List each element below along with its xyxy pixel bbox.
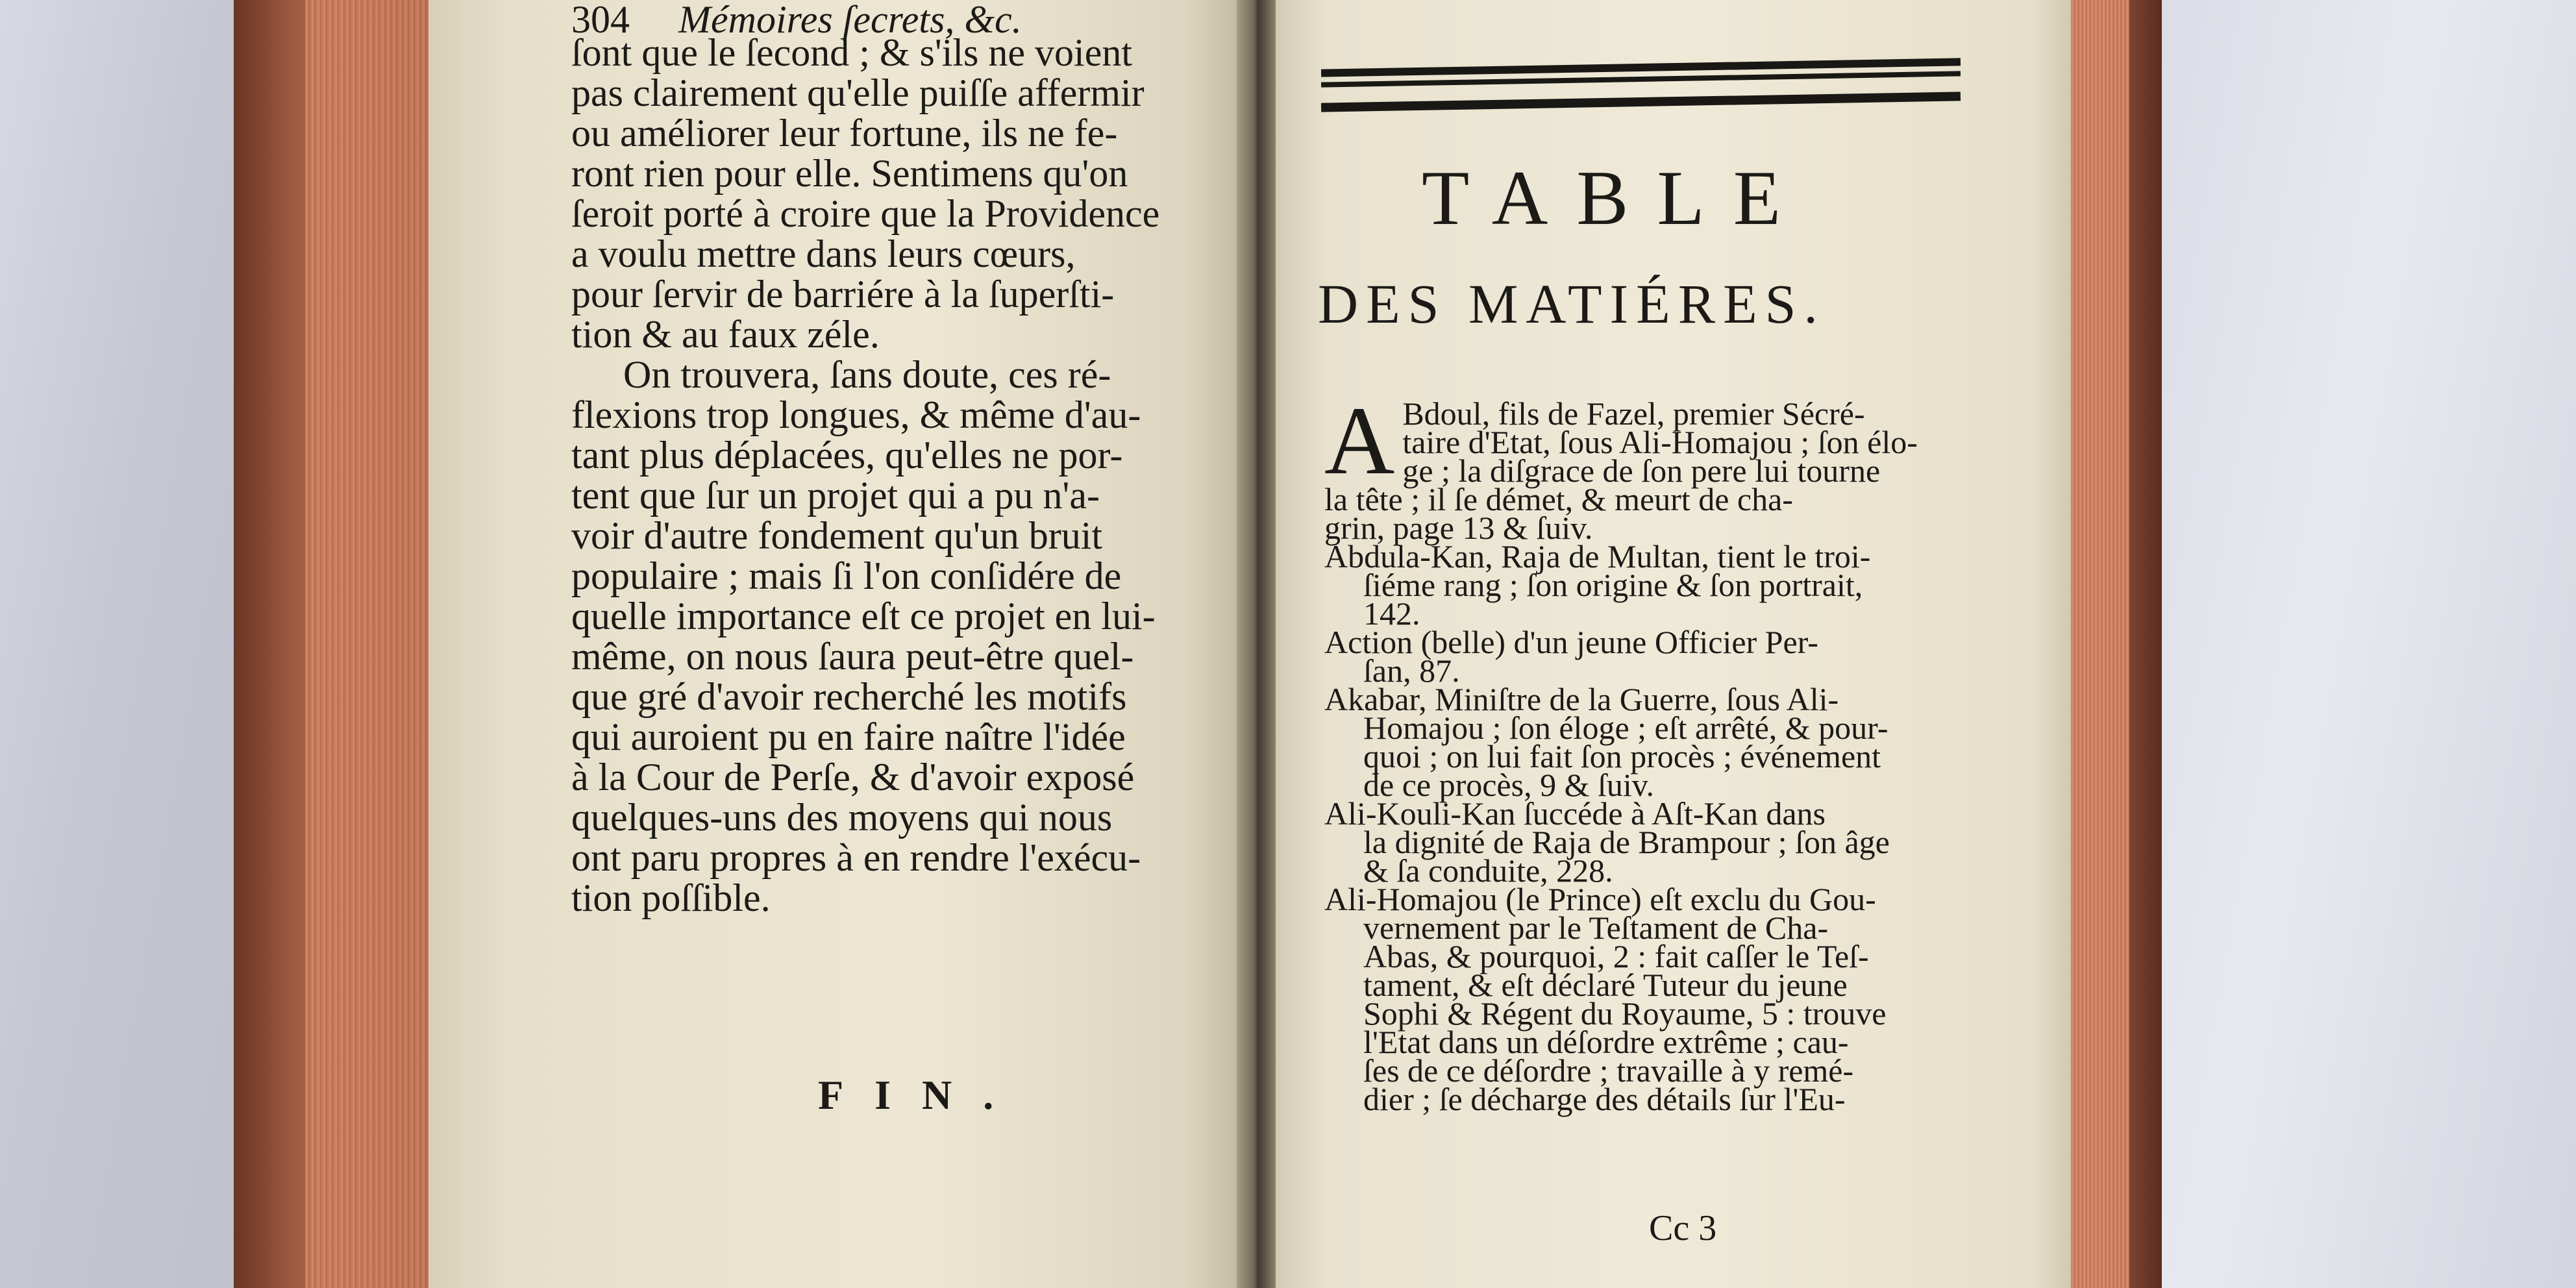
text-line: tant plus déplacées, qu'elles ne por- bbox=[571, 434, 1123, 477]
text-line: à la Cour de Perſe, & d'avoir exposé bbox=[571, 756, 1135, 799]
index-line: Ali-Homajou (le Prince) eſt exclu du Gou- bbox=[1324, 881, 1876, 917]
index-line: Sophi & Régent du Royaume, 5 : trouve bbox=[1363, 995, 1887, 1032]
index-line: grin, page 13 & ſuiv. bbox=[1324, 510, 1593, 546]
text-line: qui auroient pu en faire naître l'idée bbox=[571, 715, 1126, 758]
drop-cap: A bbox=[1324, 387, 1395, 495]
index-line: dier ; ſe décharge des détails ſur l'Eu- bbox=[1363, 1081, 1846, 1117]
page-edges-right bbox=[2071, 0, 2129, 1288]
book-cover-right bbox=[2129, 0, 2162, 1288]
text-line: tion poſſible. bbox=[571, 876, 771, 919]
index-line: la dignité de Raja de Brampour ; ſon âge bbox=[1363, 824, 1890, 860]
index-line: tament, & eſt déclaré Tuteur du jeune bbox=[1363, 967, 1848, 1003]
index-line: vernement par le Teſtament de Cha- bbox=[1363, 910, 1829, 946]
background-cloth-left bbox=[0, 0, 234, 1288]
end-mark: FIN. bbox=[818, 1072, 1025, 1118]
left-page-text bbox=[571, 32, 1208, 918]
text-line: quelle importance eſt ce projet en lui- bbox=[571, 595, 1156, 638]
index-line: quoi ; on lui fait ſon procès ; événement bbox=[1363, 738, 1881, 774]
text-line: a voulu mettre dans leurs cœurs, bbox=[571, 232, 1076, 275]
page-edges-left bbox=[305, 0, 428, 1288]
text-line: ont paru propres à en rendre l'exécu- bbox=[571, 836, 1141, 879]
index-line: Ali-Kouli-Kan ſuccéde à Aſt-Kan dans bbox=[1324, 795, 1826, 832]
index-line: de ce procès, 9 & ſuiv. bbox=[1363, 767, 1654, 803]
text-line: pas clairement qu'elle puiſſe affermir bbox=[571, 71, 1145, 114]
index-line: ſiéme rang ; ſon origine & ſon portrait, bbox=[1363, 567, 1863, 603]
index-line: taire d'Etat, ſous Ali-Homajou ; ſon élo- bbox=[1402, 424, 1918, 460]
table-title: TABLE bbox=[1422, 155, 1809, 241]
book-gutter bbox=[1237, 0, 1276, 1288]
text-line: ou améliorer leur fortune, ils ne fe- bbox=[571, 112, 1118, 155]
text-line: ront rien pour elle. Sentimens qu'on bbox=[571, 152, 1128, 195]
index-entries bbox=[1324, 387, 1974, 1117]
text-line: même, on nous ſaura peut-être quel- bbox=[571, 635, 1134, 678]
text-line: tent que ſur un projet qui a pu n'a- bbox=[571, 474, 1100, 517]
text-line: On trouvera, ſans doute, ces ré- bbox=[623, 353, 1111, 396]
index-line: Action (belle) d'un jeune Officier Per- bbox=[1324, 624, 1818, 660]
background-cloth-right bbox=[2122, 0, 2576, 1288]
index-line: l'Etat dans un déſordre extrême ; cau- bbox=[1363, 1024, 1849, 1060]
text-line: ſont que le ſecond ; & s'ils ne voient bbox=[571, 31, 1132, 74]
index-line: ſes de ce déſordre ; travaille à y remé- bbox=[1363, 1052, 1854, 1089]
index-line: & ſa conduite, 228. bbox=[1363, 852, 1613, 889]
index-line: ge ; la diſgrace de ſon pere lui tourne bbox=[1402, 452, 1881, 489]
text-line: que gré d'avoir recherché les motifs bbox=[571, 675, 1127, 718]
text-line: populaire ; mais ſi l'on conſidére de bbox=[571, 554, 1122, 597]
running-title: Mémoires ſecrets, &c. bbox=[678, 0, 1022, 41]
page-number: 304 bbox=[571, 0, 630, 41]
index-line: Akabar, Miniſtre de la Guerre, ſous Ali- bbox=[1324, 681, 1839, 717]
index-line: 142. bbox=[1363, 595, 1420, 632]
text-line: quelques-uns des moyens qui nous bbox=[571, 796, 1113, 839]
index-line: Abdula-Kan, Raja de Multan, tient le troi- bbox=[1324, 538, 1871, 575]
table-subtitle: DES MATIÉRES. bbox=[1318, 273, 1826, 335]
index-entry bbox=[1324, 387, 1974, 546]
index-line: la tête ; il ſe démet, & meurt de cha- bbox=[1324, 481, 1793, 517]
text-line: ſeroit porté à croire que la Providence bbox=[571, 192, 1160, 235]
text-line: tion & au faux zéle. bbox=[571, 313, 880, 356]
signature-mark: Cc 3 bbox=[1649, 1208, 1717, 1248]
index-line: Homajou ; ſon éloge ; eſt arrêté, & pour- bbox=[1363, 710, 1889, 746]
index-line: Bdoul, fils de Fazel, premier Sécré- bbox=[1402, 395, 1865, 432]
index-line: ſan, 87. bbox=[1363, 652, 1460, 689]
text-line: flexions trop longues, & même d'au- bbox=[571, 393, 1141, 436]
text-line: pour ſervir de barriére à la ſuperſti- bbox=[571, 273, 1115, 316]
index-line: Abas, & pourquoi, 2 : fait caſſer le Teſ- bbox=[1363, 938, 1869, 974]
text-line: voir d'autre fondement qu'un bruit bbox=[571, 514, 1103, 557]
